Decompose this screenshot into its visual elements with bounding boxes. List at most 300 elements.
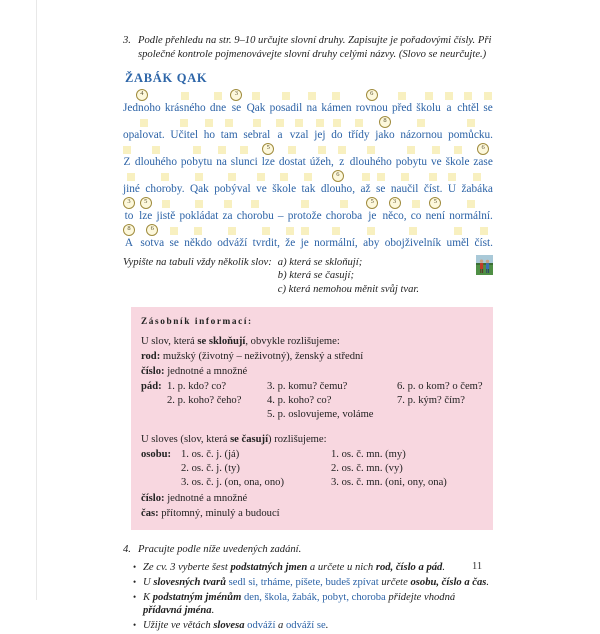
passage-word: kámen [321,101,352,114]
word-column [424,172,443,196]
word-class-number: 6 [366,89,378,101]
text-segment: přidejte vhodná [385,591,456,603]
exercise-3-head [123,34,493,62]
infobox-header: Zásobník informací: [141,317,253,328]
passage-word: jistě [156,209,176,222]
word-column [262,143,275,169]
word-class-number: 5 [366,197,378,209]
word-column [314,118,325,142]
answer-box [228,227,236,235]
word-column [366,197,378,223]
passage-line [123,89,493,115]
text-segment: . [486,576,490,588]
word-column [184,226,212,250]
answer-box [161,173,169,181]
passage-word: je [300,236,309,249]
word-class-number: 5 [429,197,441,209]
text-segment: se skloňují [197,336,246,348]
word-column [181,145,212,169]
task-items [278,257,468,298]
bullet-text [143,591,493,618]
word-column [376,172,385,196]
passage-line [123,197,493,223]
text-segment: čas: [141,508,159,520]
answer-box [340,200,348,208]
word-column [338,145,346,169]
bullet-text [143,619,493,633]
answer-box [288,146,296,154]
text-segment: Ze cv. 3 vyberte šest [143,561,231,573]
passage-word: třídy [348,128,370,141]
word-column [473,143,492,169]
passage-word: chtěl [457,101,480,114]
exercise-3-section [123,34,493,297]
answer-box [218,146,226,154]
word-column [170,226,179,250]
passage-word: rovnou [355,101,388,114]
person-column-singular [181,448,331,490]
exercise-4-head [123,543,493,557]
answer-box [280,173,288,181]
answer-box [454,227,462,235]
word-column [290,118,309,142]
answer-box [181,92,189,100]
word-column [375,116,394,142]
answer-box [127,173,135,181]
text-line: c) která nemohou měnit svůj tvar. [277,283,419,295]
answer-box [316,119,324,127]
passage-word: škole [272,182,297,195]
answer-box [195,200,203,208]
word-column [253,226,280,250]
word-class-number: 4 [136,89,148,101]
passage [123,89,493,250]
exercise-4-section [123,543,493,633]
answer-box [225,119,233,127]
text-segment: ) rozlišujeme: [268,434,327,446]
word-class-number: 8 [123,224,135,236]
passage-word: ve [256,182,267,195]
word-column [391,172,419,196]
text-line: 4. p. koho? co? [267,395,332,407]
passage-word: pobytu [395,155,428,168]
text-line: 5. p. oslovujeme, voláme [267,409,374,421]
passage-line [123,143,493,169]
passage-word: sebral [243,128,271,141]
text-segment: slovesných tvarů [153,576,226,588]
answer-box [338,146,346,154]
word-column [385,226,441,250]
text-line: a) která se skloňují; [277,256,363,268]
passage-word: uměl [446,236,470,249]
passage-word: odváží [217,236,248,249]
bullet-item [133,576,493,590]
word-column [278,199,284,223]
word-class-number: 3 [230,89,242,101]
word-column [321,170,355,196]
answer-box [170,227,178,235]
bullet-item [133,619,493,633]
word-column [288,199,322,223]
bullet-item [133,561,493,575]
bullet-text [143,561,493,575]
word-column [474,226,493,250]
text-line: 3. p. komu? čemu? [267,381,348,393]
answer-box [228,173,236,181]
text-segment: se časují [230,434,269,446]
word-class-number: 6 [477,143,489,155]
word-column [210,91,226,115]
answer-box [152,146,160,154]
passage-line [123,170,493,196]
passage-word: ve [431,155,442,168]
word-column [135,145,177,169]
answer-box [398,92,406,100]
passage-word: lze [139,209,153,222]
word-column [392,91,412,115]
word-column [400,118,442,142]
answer-box [432,146,440,154]
passage-word: opalovat. [123,128,165,141]
text-line: 1. os. č. mn. (my) [331,449,406,461]
answer-box [195,173,203,181]
passage-line [123,224,493,250]
passage-word: někdo [184,236,212,249]
answer-box [367,227,375,235]
word-column [214,172,250,196]
text-segment: podstatným jménům [152,591,242,603]
text-segment: , obvykle rozlišujeme: [245,336,340,348]
answer-box [429,173,437,181]
infobox-nouns-intro [141,334,483,349]
text-line: 7. p. kým? čím? [397,395,465,407]
passage-word: že [285,236,296,249]
text-segment: mužský (životný – neživotný), ženský a střední [160,351,364,363]
word-column [448,118,493,142]
word-column [216,145,227,169]
word-column [123,172,140,196]
exercise-instruction: Podle přehledu na str. 9–10 určujte slovní druhy. Zapisujte je pořadovými čísly. Při společné kontrole pojmenovávejte slovní druhy celými názvy. (Slovo se neurčujte.) [138,35,492,60]
word-column [363,226,379,250]
passage-word: je [368,209,377,222]
word-class-number: 5 [262,143,274,155]
passage-word: posadil [269,101,303,114]
infobox-number-line [141,364,483,379]
text-line: 1. os. č. j. (já) [181,449,240,461]
case-label: pád: [141,381,162,393]
passage-word: pomůcku. [448,128,493,141]
word-column [276,118,284,142]
bullet-icon: • [133,591,137,602]
passage-word: za [222,209,233,222]
text-segment: a [275,620,286,632]
text-segment: rod: [141,351,161,363]
text-segment: U sloves (slov, která [141,434,231,446]
answer-box [224,200,232,208]
exercise-number: 3. [123,35,131,46]
text-line: 6. p. o kom? o čem? [397,381,483,393]
passage-word: se [169,236,179,249]
word-column [170,118,198,142]
word-column [123,89,161,115]
bullet-item [133,591,493,618]
page-number: 11 [472,561,483,572]
word-column [431,145,442,169]
task-lead: Vypište na tabuli vždy několik slov: [123,256,272,268]
page-edge-shadow [36,0,37,600]
answer-box [480,227,488,235]
passage-word: chorobu [236,209,274,222]
word-column [301,226,309,250]
text-segment: K [143,591,153,603]
bullet-icon: • [133,561,137,572]
infobox-number-line-2 [141,491,483,506]
passage-word: tvrdit, [252,236,280,249]
text-segment: den, škola, žabák, pobyt, choroba [243,591,386,603]
infobox-spacer [141,423,483,432]
word-column [179,199,218,223]
text-segment: a určete u nich [307,561,376,573]
passage-word: škole [445,155,470,168]
passage-word: sotva [140,236,165,249]
word-column [449,199,493,223]
passage-word: se [375,182,386,195]
word-column [204,118,215,142]
word-column [457,91,479,115]
passage-word: a [277,128,283,141]
passage-word: dlouhého [349,155,392,168]
passage-word: žabáka [461,182,493,195]
passage-word: číst. [474,236,493,249]
passage-word: se [483,101,493,114]
word-column [382,197,406,223]
word-column [140,224,164,250]
word-column [356,89,388,115]
passage-word: školu [416,101,441,114]
passage-word: se [231,101,242,114]
text-segment: osobu, číslo a čas [410,576,487,588]
passage-word: protože [287,209,322,222]
word-column [326,199,362,223]
passage-word: vzal [289,128,309,141]
passage-word: není [425,209,446,222]
exercise-instruction: Pracujte podle níže uvedených zadání. [138,544,302,556]
children-illustration [476,255,493,275]
page-content [123,34,493,634]
passage-word: to [124,209,134,222]
text-segment: podstatných jmen [230,561,308,573]
word-column [256,172,267,196]
answer-box [240,146,248,154]
person-column-plural [331,448,483,490]
passage-word: pobýval [214,182,251,195]
case-column-3 [397,380,483,422]
passage-word: před [392,101,413,114]
passage-word: U [447,182,457,195]
answer-box [304,173,312,181]
bullet-icon: • [133,620,137,631]
answer-box [180,119,188,127]
passage-word: na [216,155,227,168]
word-class-number: 8 [379,116,391,128]
passage-word: slunci [230,155,258,168]
case-table [141,380,483,422]
passage-word: něco, [382,209,407,222]
answer-box [205,119,213,127]
passage-word: lze [261,155,275,168]
answer-box [301,200,309,208]
infobox-gender-line [141,349,483,364]
word-column [310,145,334,169]
bullet-text [143,576,493,590]
passage-word: A [124,236,134,249]
answer-box [448,173,456,181]
word-column [314,226,358,250]
answer-box [355,119,363,127]
infobox-verbs-intro [141,432,483,447]
answer-box [308,92,316,100]
word-column [350,145,392,169]
word-column [279,145,306,169]
passage-word: Učitel [170,128,199,141]
answer-box [464,92,472,100]
word-column [396,145,427,169]
person-table [141,448,483,490]
passage-word: dlouho, [320,182,356,195]
text-line: 2. os. č. mn. (vy) [331,463,403,475]
passage-word: Jednoho [123,101,161,114]
answer-box [301,227,309,235]
passage-word: tam [220,128,238,141]
passage-word: až [360,182,371,195]
infobox-tense-line [141,506,483,521]
word-column [426,197,445,223]
answer-box [362,173,370,181]
word-column [123,224,135,250]
word-column [145,172,184,196]
bullet-icon: • [133,576,137,587]
board-task [123,257,493,298]
passage-title: ŽABÁK QAK [125,70,208,85]
word-column [217,226,247,250]
case-column-1 [167,380,267,422]
passage-word: Qak [189,182,209,195]
text-segment: . [211,605,215,617]
text-segment: číslo: [141,366,165,378]
answer-box [262,227,270,235]
passage-word: pokládat [179,209,219,222]
word-column [307,91,318,115]
bullet-list [123,561,493,633]
answer-box [257,173,265,181]
passage-word: jej [314,128,326,141]
text-segment: přítomný, minulý a budoucí [158,508,280,520]
word-column [237,199,274,223]
answer-box [409,227,417,235]
passage-word: na [306,101,318,114]
answer-box [251,200,259,208]
word-column [321,91,351,115]
word-column [447,226,470,250]
word-column [270,91,303,115]
answer-box [276,119,284,127]
word-column [272,172,296,196]
word-column [223,199,233,223]
word-column [230,89,242,115]
word-class-number: 3 [123,197,135,209]
passage-word: jako [375,128,395,141]
word-column [360,172,370,196]
answer-box [123,146,131,154]
word-column [156,199,175,223]
word-class-number: 6 [146,224,158,236]
word-column [165,91,206,115]
text-line: 1. p. kdo? co? [167,381,227,393]
word-column [123,118,165,142]
word-column [416,91,440,115]
answer-box [333,119,341,127]
word-column [448,172,456,196]
answer-box [407,146,415,154]
word-column [462,172,493,196]
text-segment: odváží [247,620,276,632]
answer-box [467,119,475,127]
text-line: b) která se časují; [277,270,354,282]
answer-box [377,173,385,181]
text-segment: rod, číslo a pád [375,561,443,573]
text-segment: . [442,561,445,573]
answer-box [282,92,290,100]
word-column [348,118,369,142]
passage-word: co [410,209,422,222]
passage-word: názornou [400,128,443,141]
passage-word: – [277,209,284,222]
word-column [247,91,266,115]
answer-box [467,200,475,208]
answer-box [318,146,326,154]
answer-box [140,119,148,127]
answer-box [162,200,170,208]
answer-box [417,119,425,127]
word-column [331,118,342,142]
text-segment: odváží se [286,620,326,632]
answer-box [473,173,481,181]
passage-word: do [331,128,343,141]
text-line: 2. p. koho? čeho? [167,395,242,407]
text-segment: přídavná jména [143,605,212,617]
passage-word: choroba [325,209,363,222]
word-column [123,197,135,223]
passage-word: zase [473,155,493,168]
text-segment: určete [378,576,411,588]
answer-box [367,146,375,154]
passage-word: dlouhého [134,155,177,168]
passage-word: jiné [123,182,140,195]
word-column [285,226,295,250]
passage-line [123,116,493,142]
word-column [190,172,209,196]
answer-box [253,119,261,127]
exercise-number: 4. [123,544,131,556]
answer-box [412,200,420,208]
word-class-number: 6 [332,170,344,182]
answer-box [295,119,303,127]
passage-word: dostat [278,155,306,168]
passage-word: Qak [246,101,266,114]
text-segment: . [325,620,329,632]
text-segment: Užijte ve větách [143,620,214,632]
text-line: 3. os. č. mn. (oni, ony, ona) [331,477,447,489]
